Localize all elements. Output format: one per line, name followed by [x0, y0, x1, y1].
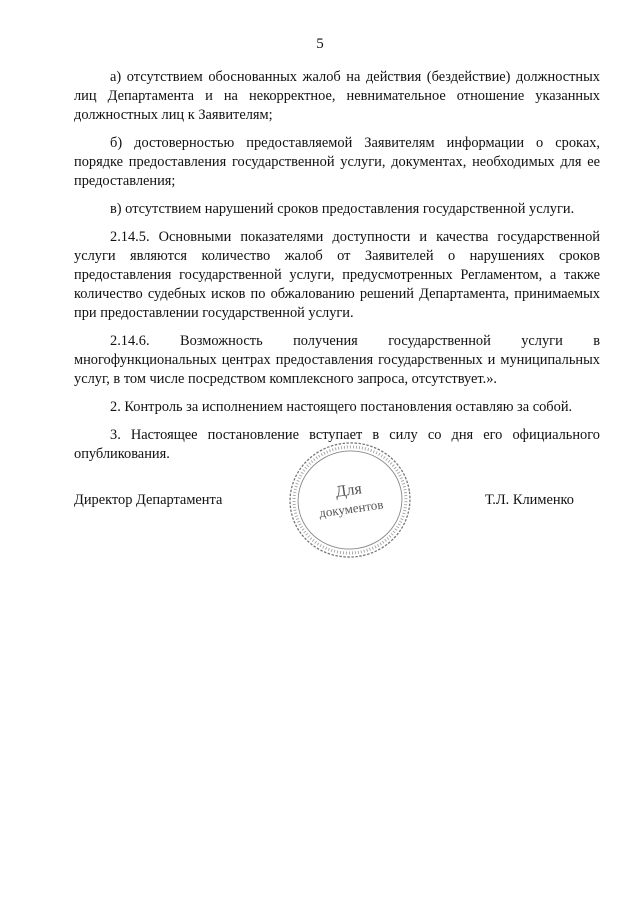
paragraph-v: в) отсутствием нарушений сроков предоставления государственной услуги.: [110, 201, 575, 217]
paragraph-2-14-6: 2.14.6. Возможность получения государственной услуги в многофункциональных центрах предоставления государственных и муниципальных услуг, в том числе посредством комплексного запроса, отсутствует.».: [74, 333, 600, 387]
paragraph-b: б) достоверностью предоставляемой Заявителям информации о сроках, порядке предоставления государственной услуги, документах, необходимых для ее предоставления;: [74, 135, 600, 189]
stamp-icon: [286, 438, 414, 562]
signer-position: Директор Департамента: [74, 492, 223, 508]
paragraph-2-14-5: 2.14.5. Основными показателями доступности и качества государственной услуги являются количество жалоб от Заявителей о нарушениях сроков предоставления государственной услуги, предусмотренных Регламентом, а также количество судебных исков по обжалованию решений Департамента, принимаемых при предоставлении государственной услуги.: [74, 229, 600, 321]
paragraph-a: а) отсутствием обоснованных жалоб на действия (бездействие) должностных лиц Департамента и на некорректное, невнимательное отношение указанных должностных лиц к Заявителям;: [74, 69, 600, 123]
signer-name: Т.Л. Клименко: [484, 492, 574, 508]
stamp-line-1: Для: [334, 480, 363, 501]
paragraph-3: 3. Настоящее постановление вступает в силу со дня его официального опубликования.: [74, 427, 600, 462]
document-body: [74, 68, 600, 473]
stamp-line-2: документов: [318, 496, 385, 521]
page-number: 5: [316, 36, 324, 52]
paragraph-2: 2. Контроль за исполнением настоящего постановления оставляю за собой.: [110, 399, 573, 415]
